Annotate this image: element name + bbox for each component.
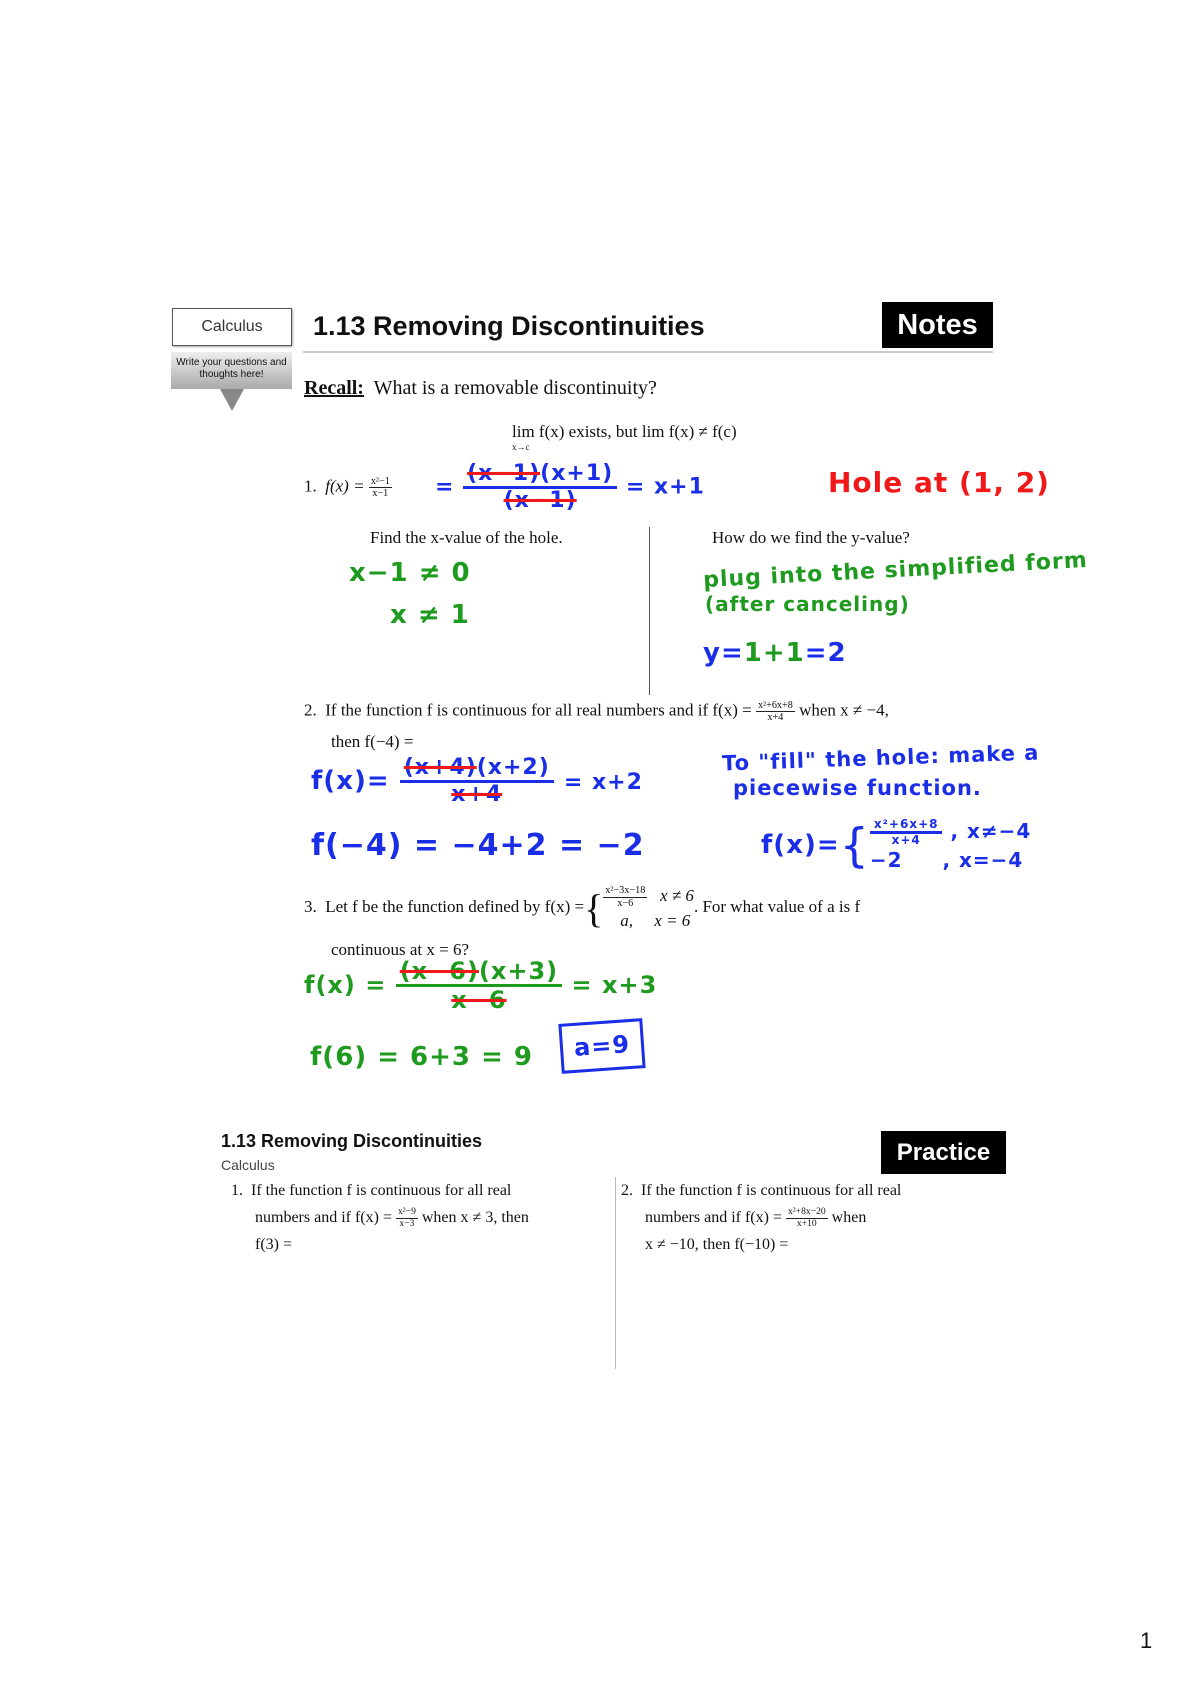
practice-badge: Practice bbox=[881, 1131, 1006, 1174]
hw-condition: , x≠−4 bbox=[950, 819, 1032, 844]
hw-hole-answer: Hole at (1, 2) bbox=[828, 466, 1050, 499]
recall-label: Recall: bbox=[304, 377, 364, 399]
find-y-question: How do we find the y-value? bbox=[712, 528, 910, 547]
hw-factor: (x+2) bbox=[476, 755, 550, 780]
denominator: x−1 bbox=[372, 488, 389, 500]
hw-canceled-den: x+4 bbox=[451, 782, 503, 808]
hw-sum: 1+1 bbox=[743, 638, 805, 668]
hw-result: = x+2 bbox=[563, 770, 643, 796]
hw-lhs: f(x)= bbox=[761, 830, 840, 861]
hw-fill-note-1: To "fill" the hole: make a bbox=[721, 740, 1040, 776]
practice-question-2 bbox=[621, 1177, 901, 1258]
question-text: when x ≠ 3, then bbox=[421, 1209, 529, 1226]
practice-title: 1.13 Removing Discontinuities bbox=[221, 1131, 483, 1151]
denominator: x−6 bbox=[617, 897, 634, 909]
hw-p2-evaluation: f(−4) = −4+2 = −2 bbox=[311, 828, 645, 863]
hw-result: = x+1 bbox=[625, 474, 705, 500]
course-label: Calculus bbox=[201, 318, 263, 335]
numerator: x²−9 bbox=[397, 1206, 416, 1218]
removable-definition bbox=[512, 422, 737, 442]
question-text: when bbox=[831, 1209, 867, 1226]
question-text: x ≠ −10, then f(−10) = bbox=[645, 1236, 789, 1253]
numerator: x²+6x+8 bbox=[757, 700, 793, 711]
hw-equals: = bbox=[435, 474, 455, 500]
definition-text: lim f(x) exists, but lim f(x) ≠ f(c) bbox=[512, 422, 737, 441]
question-text: If the function f is continuous for all real bbox=[251, 1182, 512, 1199]
numerator: x²+8x−20 bbox=[787, 1206, 826, 1218]
hw-numerator: x²+6x+8 bbox=[870, 818, 943, 834]
hw-canceled-den: (x−1) bbox=[503, 488, 577, 514]
condition: x ≠ 6 bbox=[660, 886, 694, 905]
find-x-question: Find the x-value of the hole. bbox=[370, 528, 563, 547]
limit-subscript: x→c bbox=[512, 442, 530, 452]
recall-line bbox=[304, 377, 657, 400]
hw-canceled-factor: (x−1) bbox=[467, 461, 541, 486]
hw-fill-note-2: piecewise function. bbox=[733, 776, 982, 800]
hw-fraction bbox=[400, 756, 554, 807]
hw-fraction bbox=[463, 462, 617, 513]
question-number: 1. bbox=[231, 1182, 243, 1199]
hw-y-value bbox=[703, 638, 847, 668]
fraction bbox=[369, 476, 392, 499]
hw-lhs: f(x) = bbox=[304, 970, 387, 999]
column-divider bbox=[649, 527, 650, 695]
notes-badge: Notes bbox=[882, 302, 993, 348]
problem-3-statement: 3. Let f be the function defined by f(x) ={ $\frac{\text{x²−3x−18}}{x-6}$ x ≠ 6 a, x = 6 . For what value of a is f bbox=[304, 885, 861, 931]
problem-1-statement bbox=[304, 476, 392, 499]
hw-after-canceling: (after canceling) bbox=[705, 592, 910, 616]
hw-fraction bbox=[396, 958, 562, 1014]
hw-p2-factoring bbox=[311, 756, 643, 807]
hw-denominator: x+4 bbox=[891, 833, 921, 848]
hw-x-not-1-step: x−1 ≠ 0 bbox=[349, 558, 471, 588]
numerator: x²−1 bbox=[370, 476, 390, 487]
sidebar-note: Write your questions and thoughts here! bbox=[176, 357, 287, 380]
hw-piecewise: f(x)={ $\frac{\text{x²+6x+8}}{x+4}$ , x≠−4 −2 , x=−4 bbox=[761, 817, 1032, 873]
problem-number: 2. bbox=[304, 700, 317, 720]
problem-text: Let f be the function defined by f(x) = bbox=[325, 897, 585, 917]
question-text: f(3) = bbox=[255, 1236, 293, 1253]
hw-x-not-1: x ≠ 1 bbox=[390, 600, 470, 630]
problem-text: . For what value of a is f bbox=[693, 897, 861, 917]
numerator: x²−3x−18 bbox=[605, 885, 646, 897]
hw-plug-into: plug into the simplified form bbox=[702, 547, 1089, 594]
page-title: 1.13 Removing Discontinuities bbox=[313, 311, 705, 341]
hw-result: = x+3 bbox=[571, 970, 658, 999]
hw-equals-2: =2 bbox=[804, 638, 847, 668]
practice-divider bbox=[615, 1177, 616, 1369]
condition: x = 6 bbox=[654, 910, 691, 930]
denominator: x+10 bbox=[796, 1217, 817, 1229]
problem-number: 3. bbox=[304, 897, 317, 917]
denominator: x+4 bbox=[767, 712, 784, 724]
hw-p3-factoring bbox=[304, 958, 657, 1014]
course-label-box bbox=[172, 308, 292, 346]
header-rule bbox=[303, 351, 993, 353]
hw-p3-evaluation: f(6) = 6+3 = 9 bbox=[310, 1042, 534, 1072]
hw-canceled-factor: (x−6) bbox=[399, 957, 479, 985]
problem-2-ask: then f(−4) = bbox=[331, 732, 414, 751]
question-text: numbers and if f(x) = bbox=[255, 1209, 392, 1226]
problem-2-statement bbox=[304, 700, 889, 723]
question-number: 2. bbox=[621, 1182, 633, 1199]
value: a, bbox=[620, 910, 634, 930]
question-text: numbers and if f(x) = bbox=[645, 1209, 782, 1226]
function-lhs: f(x) = bbox=[325, 476, 365, 496]
problem-text: when x ≠ −4, bbox=[799, 700, 889, 720]
hw-canceled-den: x−6 bbox=[451, 986, 507, 1015]
question-text: If the function f is continuous for all real bbox=[641, 1182, 902, 1199]
hw-factor: (x+1) bbox=[540, 461, 614, 486]
problem-number: 1. bbox=[304, 476, 317, 496]
hw-lhs: f(x)= bbox=[311, 766, 390, 797]
practice-course: Calculus bbox=[221, 1157, 275, 1173]
sidebar-note-box bbox=[171, 352, 292, 389]
problem-3-ask: continuous at x = 6? bbox=[331, 940, 470, 959]
hw-y: y= bbox=[703, 638, 744, 668]
hw-canceled-factor: (x+4) bbox=[403, 755, 477, 780]
hw-answer-box: a=9 bbox=[558, 1018, 645, 1074]
fraction bbox=[756, 700, 795, 723]
denominator: x−3 bbox=[399, 1217, 415, 1229]
arrow-down-icon bbox=[220, 389, 244, 411]
hw-condition: , x=−4 bbox=[942, 848, 1024, 873]
practice-question-1 bbox=[231, 1177, 529, 1258]
hw-factor: (x+3) bbox=[478, 957, 559, 985]
page-number: 1 bbox=[1140, 1628, 1153, 1653]
problem-text: If the function f is continuous for all real numbers and if f(x) = bbox=[325, 700, 752, 720]
hw-value: −2 bbox=[869, 848, 903, 873]
recall-question: What is a removable discontinuity? bbox=[373, 377, 657, 399]
hw-p1-factoring bbox=[435, 462, 705, 513]
